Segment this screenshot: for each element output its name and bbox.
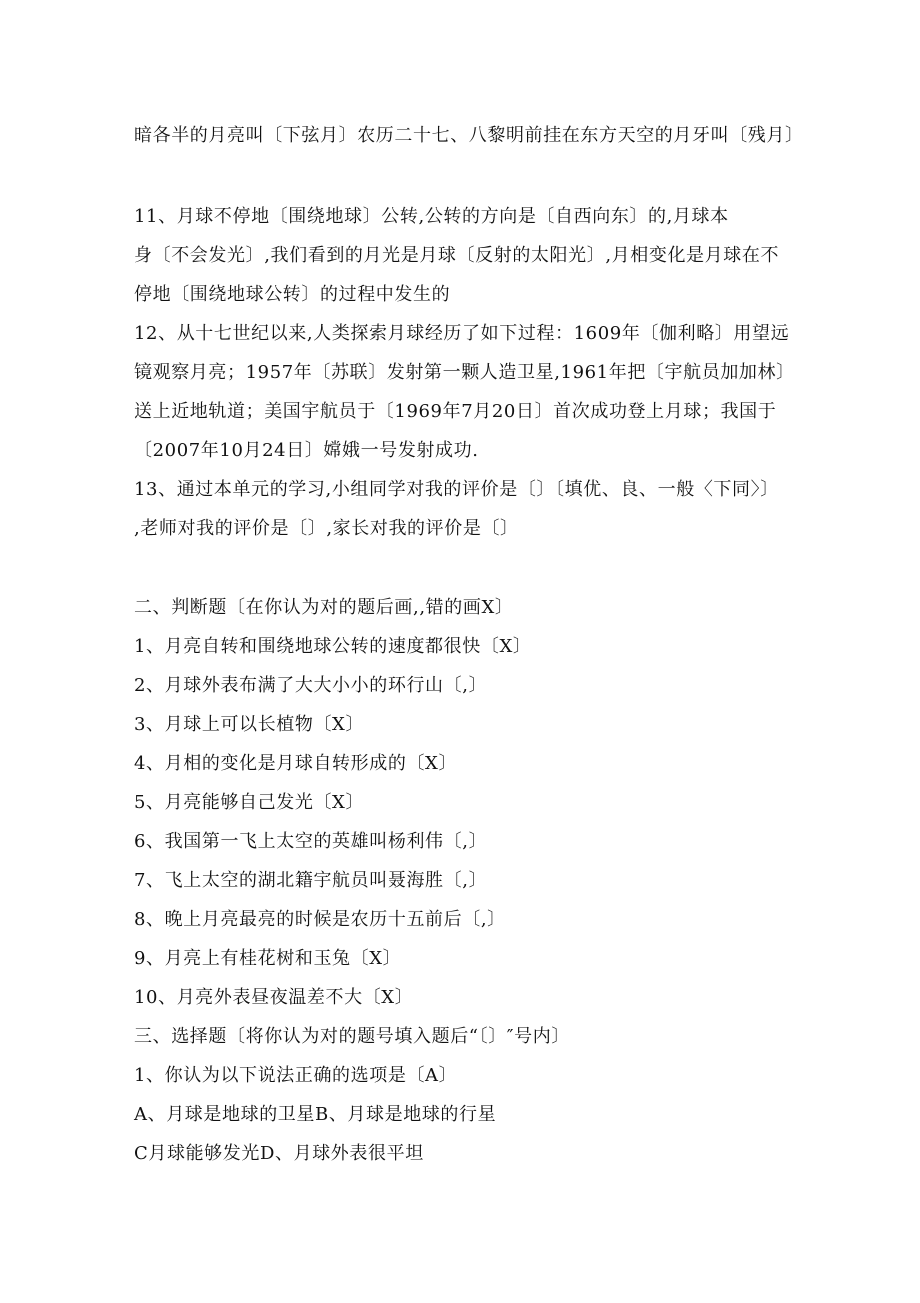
tf-item-4: 4、月相的变化是月球自转形成的〔X〕 <box>134 753 458 774</box>
text-line-q12-a: 12、从十七世纪以来,人类探索月球经历了如下过程：1609年〔伽利略〕用望远 <box>134 323 790 344</box>
text-line-q12-b: 镜观察月亮；1957年〔苏联〕发射第一颗人造卫星,1961年把〔宇航员加加林〕 <box>134 362 795 383</box>
text-line-q11-b: 身〔不会发光〕,我们看到的月光是月球〔反射的太阳光〕,月相变化是月球在不 <box>134 245 780 266</box>
tf-item-3: 3、月球上可以长植物〔X〕 <box>134 714 365 735</box>
text-line-q13-a: 13、通过本单元的学习,小组同学对我的评价是〔〕〔填优、良、一般〈下同〉〕 <box>134 479 779 500</box>
section-heading-true-false: 二、判断题〔在你认为对的题后画,,错的画X〕 <box>134 597 514 618</box>
tf-item-6: 6、我国第一飞上太空的英雄叫杨利伟〔,〕 <box>134 831 488 852</box>
tf-item-7: 7、飞上太空的湖北籍宇航员叫聂海胜〔,〕 <box>134 870 488 891</box>
text-line-q11-c: 停地〔围绕地球公转〕的过程中发生的 <box>134 284 451 305</box>
text-line-q12-c: 送上近地轨道；美国宇航员于〔1969年7月20日〕首次成功登上月球；我国于 <box>134 401 777 422</box>
text-line-crescent: 暗各半的月亮叫〔下弦月〕农历二十七、八黎明前挂在东方天空的月牙叫〔残月〕 <box>134 125 804 146</box>
text-line-q13-b: ,老师对我的评价是〔〕,家长对我的评价是〔〕 <box>134 518 519 539</box>
tf-item-5: 5、月亮能够自己发光〔X〕 <box>134 792 365 813</box>
mc-options-cd: C月球能够发光D、月球外表很平坦 <box>134 1143 424 1164</box>
tf-item-1: 1、月亮自转和围绕地球公转的速度都很快〔X〕 <box>134 636 532 657</box>
mc-question-1: 1、你认为以下说法正确的选项是〔A〕 <box>134 1065 458 1086</box>
tf-item-10: 10、月亮外表昼夜温差不大〔X〕 <box>134 987 414 1008</box>
text-line-q11-a: 11、月球不停地〔围绕地球〕公转,公转的方向是〔自西向东〕的,月球本 <box>134 206 729 227</box>
section-heading-multiple-choice: 三、选择题〔将你认为对的题号填入题后“〔〕″号内〕 <box>134 1026 570 1047</box>
tf-item-2: 2、月球外表布满了大大小小的环行山〔,〕 <box>134 675 488 696</box>
text-line-q12-d: 〔2007年10月24日〕嫦娥一号发射成功. <box>134 440 479 461</box>
tf-item-8: 8、晚上月亮最亮的时候是农历十五前后〔,〕 <box>134 909 506 930</box>
mc-options-ab: A、月球是地球的卫星B、月球是地球的行星 <box>134 1104 497 1125</box>
tf-item-9: 9、月亮上有桂花树和玉兔〔X〕 <box>134 948 402 969</box>
